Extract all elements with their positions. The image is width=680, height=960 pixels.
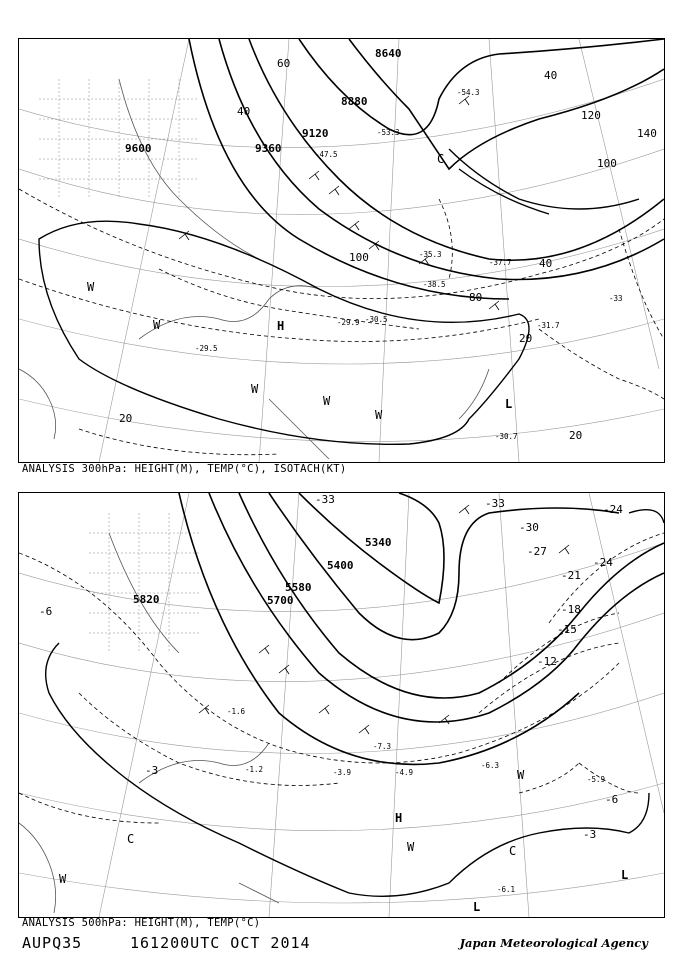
map-panel-500hpa <box>18 492 665 918</box>
dashed-grid-region <box>89 513 199 653</box>
isotherm-label: -3 <box>145 764 159 777</box>
isotherm-label: -12 <box>537 655 557 668</box>
isotach-label: 40 <box>237 105 251 118</box>
low-center-label: L <box>621 868 629 882</box>
isotherm-label: -6 <box>605 793 619 806</box>
height-label: 9120 <box>302 127 329 140</box>
temp-label: -31.7 <box>537 321 560 330</box>
isotherm-label: -3 <box>583 828 597 841</box>
temp-label: -4.9 <box>395 768 414 777</box>
map-500hpa-canvas <box>19 493 664 917</box>
temp-label-group <box>227 707 605 894</box>
isotherm-label: -15 <box>557 623 577 636</box>
caption-500hpa: ANALYSIS 500hPa: HEIGHT(M), TEMP(°C) <box>22 917 261 929</box>
isotach-label: 100 <box>349 251 369 264</box>
warm-center-label: W <box>251 382 259 396</box>
isotach-label: 60 <box>277 57 291 70</box>
graticule <box>19 493 664 917</box>
agency-name: Japan Meteorological Agency <box>459 936 648 950</box>
temp-label: -30.5 <box>365 315 388 324</box>
isotherm-label-group <box>39 493 623 841</box>
isotach-label: 40 <box>544 69 558 82</box>
height-label: 5700 <box>267 594 294 607</box>
isotach-label: 20 <box>119 412 133 425</box>
isotherm-label: -6 <box>39 605 53 618</box>
isotach-label: 20 <box>569 429 583 442</box>
cold-center-label: C <box>509 844 517 858</box>
warm-center-label: W <box>153 318 161 332</box>
temp-label: -7.3 <box>373 742 392 751</box>
temp-label: -54.3 <box>457 88 480 97</box>
height-label: 9360 <box>255 142 282 155</box>
height-envelope <box>46 510 664 897</box>
temp-label: -30.7 <box>495 432 518 441</box>
height-label: 5580 <box>285 581 312 594</box>
isotach-label: 140 <box>637 127 657 140</box>
coastlines <box>19 79 489 459</box>
temp-label: -37.7 <box>489 258 512 267</box>
temp-label: -1.2 <box>245 765 264 774</box>
map-panel-300hpa <box>18 38 665 463</box>
center-label-group <box>87 152 512 422</box>
high-center-label: H <box>395 811 403 825</box>
height-label: 5340 <box>365 536 392 549</box>
warm-center-label: W <box>323 394 331 408</box>
height-label: 5400 <box>327 559 354 572</box>
high-center-label: H <box>277 319 285 333</box>
temp-label: -35.3 <box>419 250 442 259</box>
cold-center-label: C <box>127 832 135 846</box>
valid-time: 161200UTC OCT 2014 <box>130 934 311 952</box>
warm-center-label: W <box>407 840 415 854</box>
warm-center-label: W <box>87 280 95 294</box>
isotherm-label: -33 <box>315 493 335 506</box>
height-label: 5820 <box>133 593 160 606</box>
height-label: 8640 <box>375 47 402 60</box>
warm-center-label: W <box>375 408 383 422</box>
isotach-label: 100 <box>597 157 617 170</box>
dashed-grid-region <box>39 79 199 199</box>
temp-label: -3.9 <box>333 768 352 777</box>
isotach-label: 80 <box>469 291 483 304</box>
temp-label: -29.5 <box>195 344 218 353</box>
temp-label: -33 <box>609 294 623 303</box>
temp-label: -38.5 <box>423 280 446 289</box>
chart-code: AUPQ35 <box>22 934 83 952</box>
isotach-label: 20 <box>519 332 533 345</box>
isotach-contours <box>39 149 639 444</box>
temp-label: -5.9 <box>587 775 606 784</box>
temp-label: -53.3 <box>377 128 400 137</box>
temp-label: -6.1 <box>497 885 516 894</box>
isotherm-label: -24 <box>593 556 613 569</box>
low-center-label: L <box>473 900 481 914</box>
cold-center-label: C <box>437 152 445 166</box>
isotherm-label: -30 <box>519 521 539 534</box>
warm-center-label: W <box>517 768 525 782</box>
temp-label: -47.5 <box>315 150 338 159</box>
temp-label: -6.3 <box>481 761 500 770</box>
height-label: 9600 <box>125 142 152 155</box>
temp-label: -29.9 <box>337 318 360 327</box>
temp-label: -1.6 <box>227 707 246 716</box>
low-center-label: L <box>505 397 513 411</box>
height-label-group <box>125 47 402 155</box>
height-contours <box>179 493 664 764</box>
temp-label-group <box>195 88 623 441</box>
isotherm-label: -18 <box>561 603 581 616</box>
isotach-label: 40 <box>539 257 553 270</box>
isotach-label: 120 <box>581 109 601 122</box>
center-label-group <box>59 768 628 914</box>
isotherm-label: -27 <box>527 545 547 558</box>
warm-center-label: W <box>59 872 67 886</box>
isotherm-label: -33 <box>485 497 505 510</box>
isotherm-label: -21 <box>561 569 581 582</box>
height-label: 8880 <box>341 95 368 108</box>
isotherm-label: -24 <box>603 503 623 516</box>
caption-300hpa: ANALYSIS 300hPa: HEIGHT(M), TEMP(°C), ISOTACH(KT) <box>22 463 347 475</box>
map-300hpa-canvas <box>19 39 664 462</box>
